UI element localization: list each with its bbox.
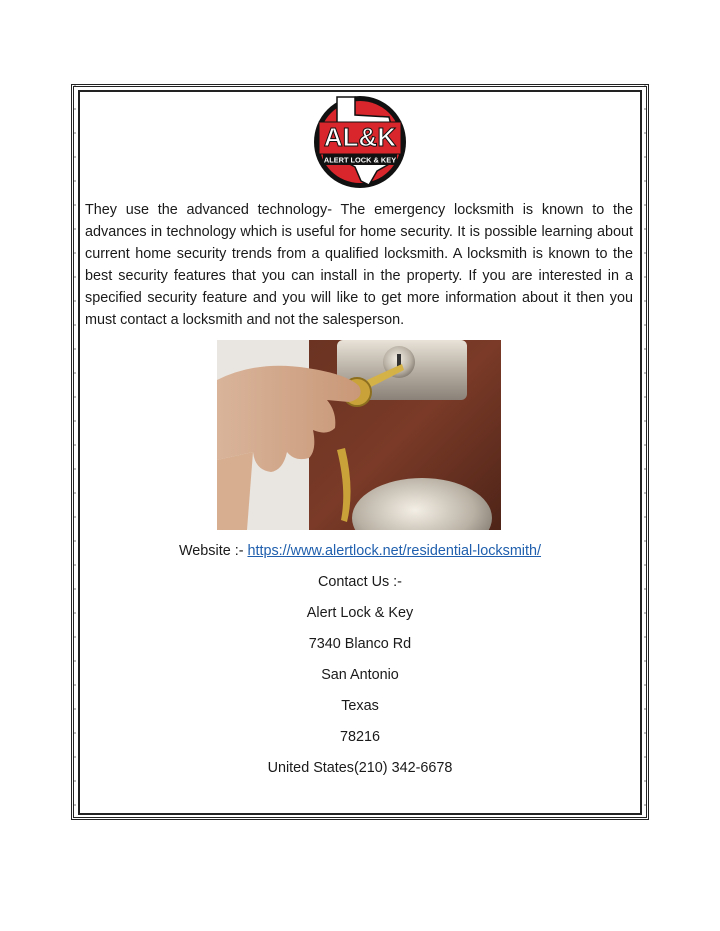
contact-heading: Contact Us :- xyxy=(318,574,402,590)
website-line xyxy=(0,541,720,561)
photo-illustration xyxy=(217,340,501,530)
contact-zip: 78216 xyxy=(339,729,381,745)
contact-city: San Antonio xyxy=(321,667,399,683)
contact-state: Texas xyxy=(341,698,379,714)
website-link[interactable]: https://www.alertlock.net/residential-locksmith/ xyxy=(247,543,542,559)
photo-wrist xyxy=(217,452,253,530)
logo-graphic xyxy=(307,93,413,191)
contact-country-phone: United States(210) 342-6678 xyxy=(267,760,453,776)
alert-lock-key-logo xyxy=(307,93,413,191)
contact-company: Alert Lock & Key xyxy=(306,605,414,621)
logo-primary-text: AL&K xyxy=(323,122,397,152)
body-paragraph: They use the advanced technology- The emergency locksmith is known to the advances in technology which is useful for home security. It is possible learning about current home security trends from a qualified locksmith. A locksmith is known to the best security features that you can install in the property. If you are interested in a specified security feature and you will like to get more information about it then you must contact a locksmith and not the salesperson. xyxy=(85,202,633,328)
contact-street: 7340 Blanco Rd xyxy=(308,636,412,652)
key-in-lock-photo xyxy=(217,340,501,530)
website-label: Website :- xyxy=(178,543,248,559)
logo-secondary-text: ALERT LOCK & KEY xyxy=(323,155,397,165)
